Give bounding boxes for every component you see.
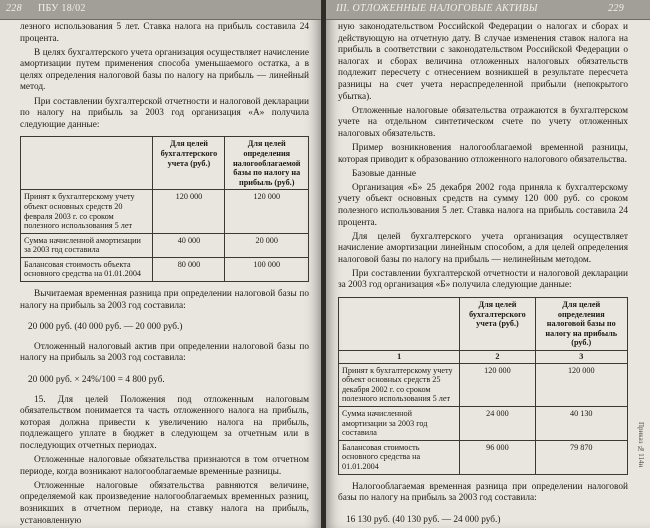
- table-cell: Принят к бухгалтерскому учету объект основных средств 25 декабря 2002 г. со сроком полезного использования 5 лет: [339, 363, 460, 406]
- table-header-cell: Для целей бухгалтерского учета (руб.): [153, 137, 225, 190]
- left-page-content: [20, 22, 309, 528]
- table-cell: 96 000: [460, 440, 535, 474]
- depreciation-table-a: [20, 136, 309, 282]
- table-cell: 79 870: [535, 440, 628, 474]
- table-cell: 40 130: [535, 407, 628, 441]
- table-cell: 100 000: [225, 257, 309, 281]
- table-header-row: [339, 298, 628, 351]
- left-page: [0, 0, 321, 528]
- formula: 20 000 руб. (40 000 руб. — 20 000 руб.): [28, 322, 183, 333]
- table-cell: 24 000: [460, 407, 535, 441]
- table-header-cell: Для целей определения налогооблагаемой базы по налогу на прибыль (руб.): [225, 137, 309, 190]
- table-cell: Балансовая стоимость объекта основного средства на 01.01.2004: [21, 257, 153, 281]
- depreciation-table-b: [338, 297, 628, 475]
- right-page: [326, 0, 650, 528]
- table-header-cell: Для целей определения налоговой базы по налогу на прибыль (руб.): [535, 298, 628, 351]
- left-paragraph: В целях бухгалтерского учета организация осуществляет начисление амортизации путем применения способа уменьшаемого остатка, а в целях определения налоговой базы по налогу на прибыль — линейный метод.: [20, 47, 309, 93]
- right-paragraph: Налогооблагаемая временная разница при определении налоговой базы по налогу на прибыль за 2003 год составила:: [338, 481, 628, 504]
- table-cell: 120 000: [535, 363, 628, 406]
- table-cell: Сумма начисленной амортизации за 2003 год составила: [339, 407, 460, 441]
- right-paragraph: Базовые данные: [352, 168, 416, 179]
- left-paragraph: 15. Для целей Положения под отложенным налоговым обязательством понимается та часть отложенного налога на прибыль, которая должна привести к увеличению налога на прибыль, подлежащего уплате в бюджет в следующем за отчетным или в последующих отчетных периодах.: [20, 394, 309, 451]
- left-page-number: 228: [6, 3, 22, 14]
- left-paragraph: лезного использования 5 лет. Ставка налога на прибыль составила 24 процента.: [20, 22, 309, 44]
- table-column-number: 2: [460, 351, 535, 364]
- left-paragraph: Отложенные налоговые обязательства признаются в том отчетном периоде, когда возникают налогооблагаемые временные разницы.: [20, 455, 309, 477]
- table-cell: 120 000: [225, 190, 309, 233]
- right-paragraph: ную законодательством Российской Федерации о налогах и сборах и действующую на отчетную дату. В случае изменения ставок налога на прибыль в соответствии с законодательством Российской Федерации о налогах и сборах величина отложенных налоговых обязательств подлежит пересчету с отнесением возникшей в результате пересчета разницы на счет учета нераспределенной прибыли (непокрытого убытка).: [338, 22, 628, 102]
- table-cell: Принят к бухгалтерскому учету объект основных средств 20 февраля 2003 г. со сроком полезного использования 5 лет: [21, 190, 153, 233]
- table-cell: 120 000: [153, 190, 225, 233]
- table-column-numbers-row: [339, 351, 628, 364]
- table-header-cell: [21, 137, 153, 190]
- right-page-number: 229: [608, 3, 624, 14]
- table-row: [339, 440, 628, 474]
- left-paragraph: Вычитаемая временная разница при определении налоговой базы по налогу на прибыль за 2003 год составила:: [20, 289, 309, 311]
- right-running-header: [326, 0, 650, 20]
- formula: 16 130 руб. (40 130 руб. — 24 000 руб.): [346, 514, 501, 525]
- table-cell: Балансовая стоимость основного средства на 01.01.2004: [339, 440, 460, 474]
- left-paragraph: Отложенный налоговый актив при определении налоговой базы по налогу на прибыль за 2003 год составила:: [20, 341, 309, 364]
- table-header-cell: [339, 298, 460, 351]
- table-column-number: 3: [535, 351, 628, 364]
- right-paragraph: Организация «Б» 25 декабря 2002 года приняла к бухгалтерскому учету объект основных средств на сумму 120 000 руб. со сроком полезного использования 5 лет. Ставка налога на прибыль составила 24 процента.: [338, 182, 628, 228]
- table-cell: Сумма начисленной амортизации за 2003 год составила: [21, 233, 153, 257]
- table-cell: 40 000: [153, 233, 225, 257]
- table-row: [21, 257, 309, 281]
- table-cell: 120 000: [460, 363, 535, 406]
- right-paragraph: Пример возникновения налогооблагаемой временной разницы, которая приводит к образованию отложенного налогового обязательства.: [338, 142, 628, 165]
- right-paragraph: При составлении бухгалтерской отчетности и налоговой декларации за 2003 год организация «Б» получила следующие данные:: [338, 268, 628, 291]
- table-row: [21, 190, 309, 233]
- formula: 20 000 руб. × 24%/100 = 4 800 руб.: [28, 375, 165, 386]
- left-running-header: [0, 0, 321, 20]
- table-cell: 20 000: [225, 233, 309, 257]
- table-column-number: 1: [339, 351, 460, 364]
- table-row: [339, 363, 628, 406]
- left-paragraph: При составлении бухгалтерской отчетности и налоговой декларации по налогу на прибыль за 2003 год организация «А» получила следующие данные:: [20, 96, 309, 130]
- right-page-content: [338, 22, 628, 528]
- right-paragraph: Отложенные налоговые обязательства отражаются в бухгалтерском учете на отдельном синтетическом счете по учету отложенных налоговых обязательств.: [338, 105, 628, 139]
- table-header-cell: Для целей бухгалтерского учета (руб.): [460, 298, 535, 351]
- left-running-head: ПБУ 18/02: [38, 3, 86, 14]
- right-paragraph: Для целей бухгалтерского учета организация осуществляет начисление амортизации линейным способом, а для целей определения налоговой базы по налогу на прибыль — нелинейным методом.: [338, 231, 628, 265]
- right-running-head: III. ОТЛОЖЕННЫЕ НАЛОГОВЫЕ АКТИВЫ: [336, 3, 538, 14]
- table-header-row: [21, 137, 309, 190]
- table-row: [339, 407, 628, 441]
- spine-label: Приказ №114н: [637, 422, 645, 468]
- table-cell: 80 000: [153, 257, 225, 281]
- left-paragraph: Отложенные налоговые обязательства равняются величине, определяемой как произведение налогооблагаемых временных разниц, возникших в отчетном периоде, на ставку налога на прибыль, установленную: [20, 480, 309, 526]
- table-row: [21, 233, 309, 257]
